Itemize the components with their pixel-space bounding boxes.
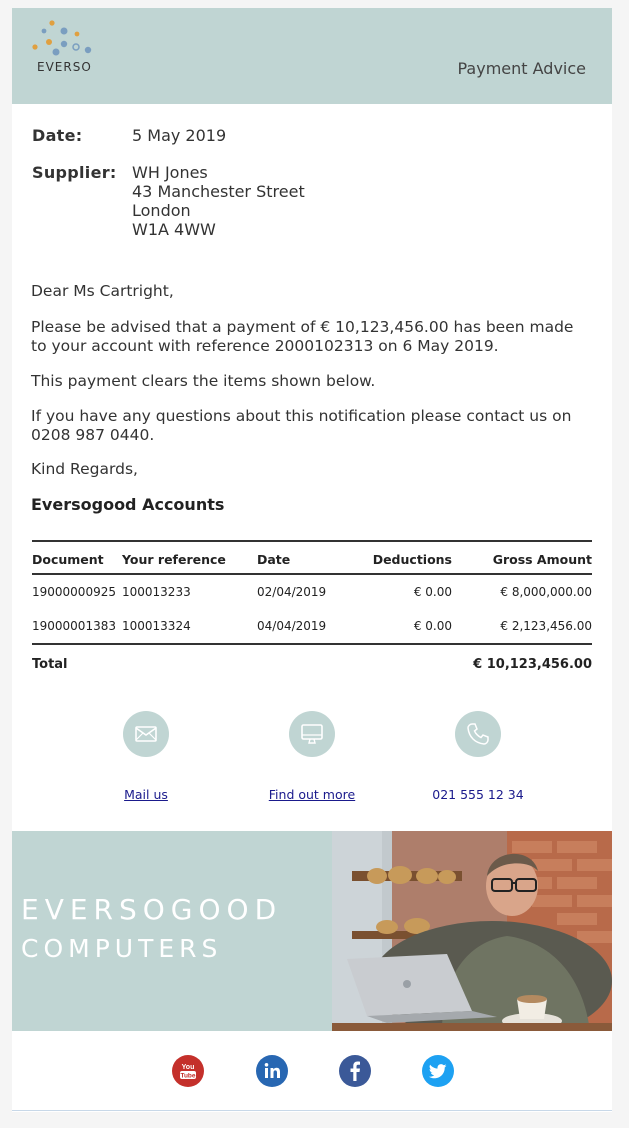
cell-gross-amount: € 2,123,456.00	[452, 609, 592, 644]
table-row	[32, 609, 592, 644]
mail-icon[interactable]	[123, 711, 169, 757]
youtube-icon[interactable]	[172, 1055, 204, 1087]
footer-divider	[12, 1110, 612, 1111]
greeting: Dear Ms Cartright,	[31, 282, 174, 300]
questions-paragraph: If you have any questions about this notification please contact us on 0208 987 0440.	[31, 407, 572, 444]
man-with-laptop-photo	[332, 831, 612, 1031]
cell-reference: 100013233	[122, 585, 191, 599]
col-deductions: Deductions	[347, 541, 452, 574]
everso-logo-icon	[30, 18, 100, 88]
supplier-name: WH Jones	[132, 163, 208, 182]
total-value: € 10,123,456.00	[473, 657, 592, 672]
col-date: Date	[257, 541, 347, 574]
supplier-city: London	[132, 201, 191, 220]
contact-web	[252, 711, 372, 802]
find-out-more-link[interactable]: Find out more	[268, 787, 356, 802]
contact-mail	[86, 711, 206, 802]
date-label: Date:	[32, 126, 83, 145]
supplier-address	[132, 163, 432, 239]
items-table	[32, 540, 592, 682]
page-title: Payment Advice	[457, 59, 586, 78]
email-container	[12, 8, 612, 1112]
signature: Eversogood Accounts	[31, 495, 225, 514]
cell-deductions: € 0.00	[413, 585, 452, 599]
supplier-street: 43 Manchester Street	[132, 182, 305, 201]
cell-document: 19000001383	[32, 609, 122, 644]
total-label: Total	[32, 657, 68, 672]
phone-icon[interactable]	[455, 711, 501, 757]
cell-reference: 100013324	[122, 609, 257, 644]
clears-paragraph: This payment clears the items shown below.	[31, 372, 376, 390]
col-gross-amount: Gross Amount	[452, 541, 592, 574]
promo-banner[interactable]	[12, 831, 612, 1031]
header-band	[12, 8, 612, 104]
phone-number-link[interactable]: 021 555 12 34	[432, 787, 524, 802]
col-document: Document	[32, 541, 122, 574]
contact-phone	[418, 711, 538, 802]
supplier-postcode: W1A 4WW	[132, 220, 216, 239]
closing: Kind Regards,	[31, 460, 138, 478]
linkedin-icon[interactable]	[256, 1055, 288, 1087]
mail-us-link[interactable]: Mail us	[124, 787, 168, 802]
cell-date: 02/04/2019	[257, 585, 327, 599]
monitor-icon[interactable]	[289, 711, 335, 757]
table-total-row	[32, 644, 592, 682]
table-row	[32, 574, 592, 609]
cell-gross-amount: € 8,000,000.00	[500, 585, 592, 599]
svg-text:Tube: Tube	[180, 1072, 196, 1080]
banner-title: EVERSOGOOD	[21, 893, 283, 926]
cell-deductions: € 0.00	[347, 609, 452, 644]
date-value: 5 May 2019	[132, 126, 227, 145]
svg-text:You: You	[181, 1064, 195, 1071]
facebook-icon[interactable]	[339, 1055, 371, 1087]
col-your-reference: Your reference	[122, 541, 257, 574]
table-header-row	[32, 541, 592, 574]
cell-date: 04/04/2019	[257, 609, 347, 644]
supplier-label: Supplier:	[32, 163, 117, 182]
payment-paragraph: Please be advised that a payment of € 10,123,456.00 has been made to your account with reference 2000102313 on 6 May 2019.	[31, 318, 574, 355]
logo-text: EVERSO	[37, 60, 92, 74]
banner-subtitle: COMPUTERS	[21, 934, 223, 963]
cell-document: 19000000925	[32, 585, 116, 599]
twitter-icon[interactable]	[422, 1055, 454, 1087]
